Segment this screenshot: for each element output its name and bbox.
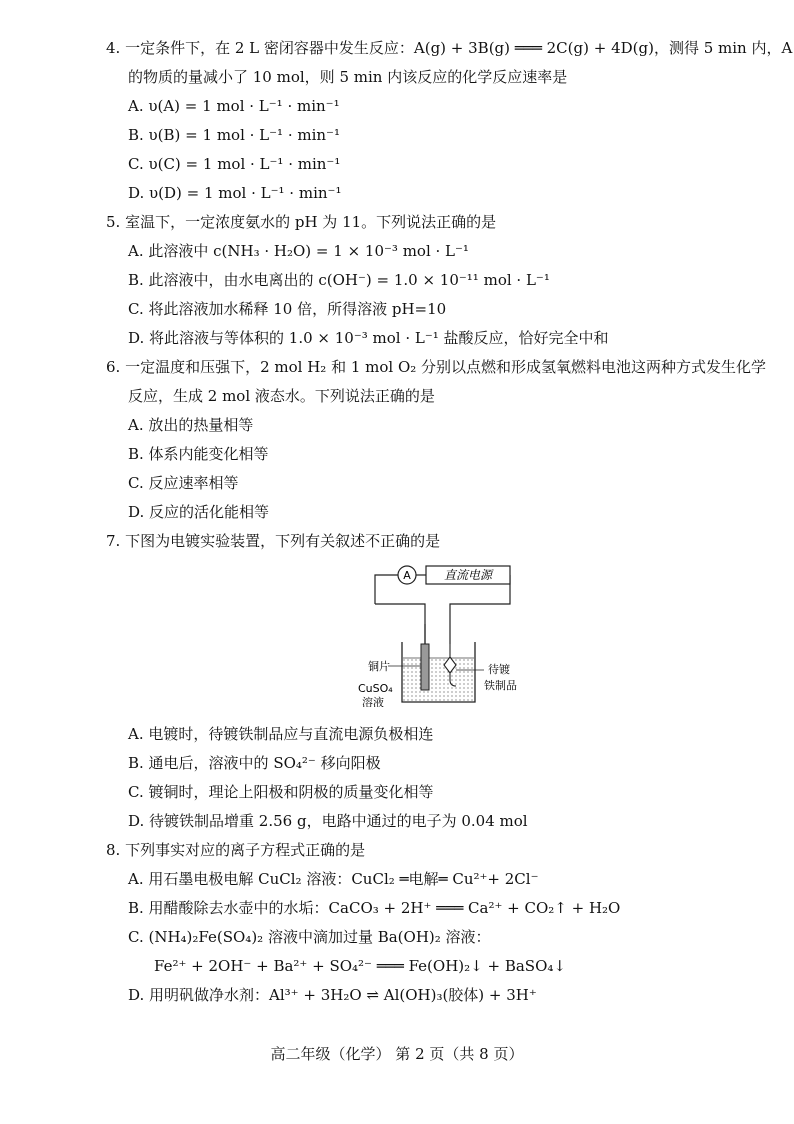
q4-stem-2: 的物质的量减小了 10 mol，则 5 min 内该反应的化学反应速率是 [128,68,568,86]
solution-label-1: CuSO₄ [358,682,393,695]
q6-stem-2: 反应，生成 2 mol 液态水。下列说法正确的是 [128,387,435,405]
q5-option-c: C. 将此溶液加水稀释 10 倍，所得溶液 pH=10 [128,300,447,318]
q8-option-d: D. 用明矾做净水剂：Al³⁺ + 3H₂O ⇌ Al(OH)₃(胶体) + 3H⁺ [128,986,537,1004]
q6-option-a: A. 放出的热量相等 [128,416,254,434]
q5-stem: 5. 室温下，一定浓度氨水的 pH 为 11。下列说法正确的是 [106,213,497,231]
solution-label-2: 溶液 [362,696,384,707]
q5-option-b: B. 此溶液中，由水电离出的 c(OH⁻) = 1.0 × 10⁻¹¹ mol · L⁻¹ [128,271,550,289]
q7-option-a: A. 电镀时，待镀铁制品应与直流电源负极相连 [128,725,434,743]
wire-left [375,604,425,624]
q7-option-d: D. 待镀铁制品增重 2.56 g，电路中通过的电子为 0.04 mol [128,812,528,830]
copper-label: 铜片 [368,660,390,673]
q6-option-c: C. 反应速率相等 [128,474,239,492]
q4-option-c: C. υ(C) = 1 mol · L⁻¹ · min⁻¹ [128,155,341,173]
q4-option-d: D. υ(D) = 1 mol · L⁻¹ · min⁻¹ [128,184,342,202]
q6-option-d: D. 反应的活化能相等 [128,503,270,521]
copper-plate [421,644,429,690]
q6-stem-1: 6. 一定温度和压强下，2 mol H₂ 和 1 mol O₂ 分别以点燃和形成氢氧燃料电池这两种方式发生化学 [106,358,767,376]
q8-option-b: B. 用醋酸除去水壶中的水垢：CaCO₃ + 2H⁺ ═══ Ca²⁺ + CO₂↑ + H₂O [128,899,621,917]
q7-stem: 7. 下图为电镀实验装置，下列有关叙述不正确的是 [106,532,441,550]
page-footer: 高二年级（化学） 第 2 页（共 8 页） [270,1045,524,1063]
wire-right [450,575,510,644]
q8-option-c-2: Fe²⁺ + 2OH⁻ + Ba²⁺ + SO₄²⁻ ═══ Fe(OH)₂↓ + BaSO₄↓ [154,957,566,975]
q5-option-a: A. 此溶液中 c(NH₃ · H₂O) = 1 × 10⁻³ mol · L⁻¹ [128,242,469,260]
power-source-label: 直流电源 [443,568,493,582]
ammeter-label: A [403,569,411,582]
solution-fill [403,658,474,701]
wire-left-top [375,575,398,604]
q8-option-c-1: C. (NH₄)₂Fe(SO₄)₂ 溶液中滴加过量 Ba(OH)₂ 溶液： [128,928,491,946]
q8-option-a: A. 用石墨电极电解 CuCl₂ 溶液：CuCl₂ ═电解═ Cu²⁺+ 2Cl⁻ [128,870,539,888]
q4-option-a: A. υ(A) = 1 mol · L⁻¹ · min⁻¹ [128,97,340,115]
q5-option-d: D. 将此溶液与等体积的 1.0 × 10⁻³ mol · L⁻¹ 盐酸反应，恰好完全中和 [128,329,609,347]
q7-option-c: C. 镀铜时，理论上阳极和阴极的质量变化相等 [128,783,434,801]
q8-stem: 8. 下列事实对应的离子方程式正确的是 [106,841,366,859]
q4-option-b: B. υ(B) = 1 mol · L⁻¹ · min⁻¹ [128,126,340,144]
electroplating-diagram [350,562,540,707]
iron-label-1: 待镀 [488,663,510,676]
q6-option-b: B. 体系内能变化相等 [128,445,269,463]
iron-label-2: 铁制品 [484,679,517,692]
q7-option-b: B. 通电后，溶液中的 SO₄²⁻ 移向阳极 [128,754,381,772]
q4-stem-1: 4. 一定条件下，在 2 L 密闭容器中发生反应：A(g) + 3B(g) ═══ 2C(g) + 4D(g)，测得 5 min 内，A [106,39,793,57]
